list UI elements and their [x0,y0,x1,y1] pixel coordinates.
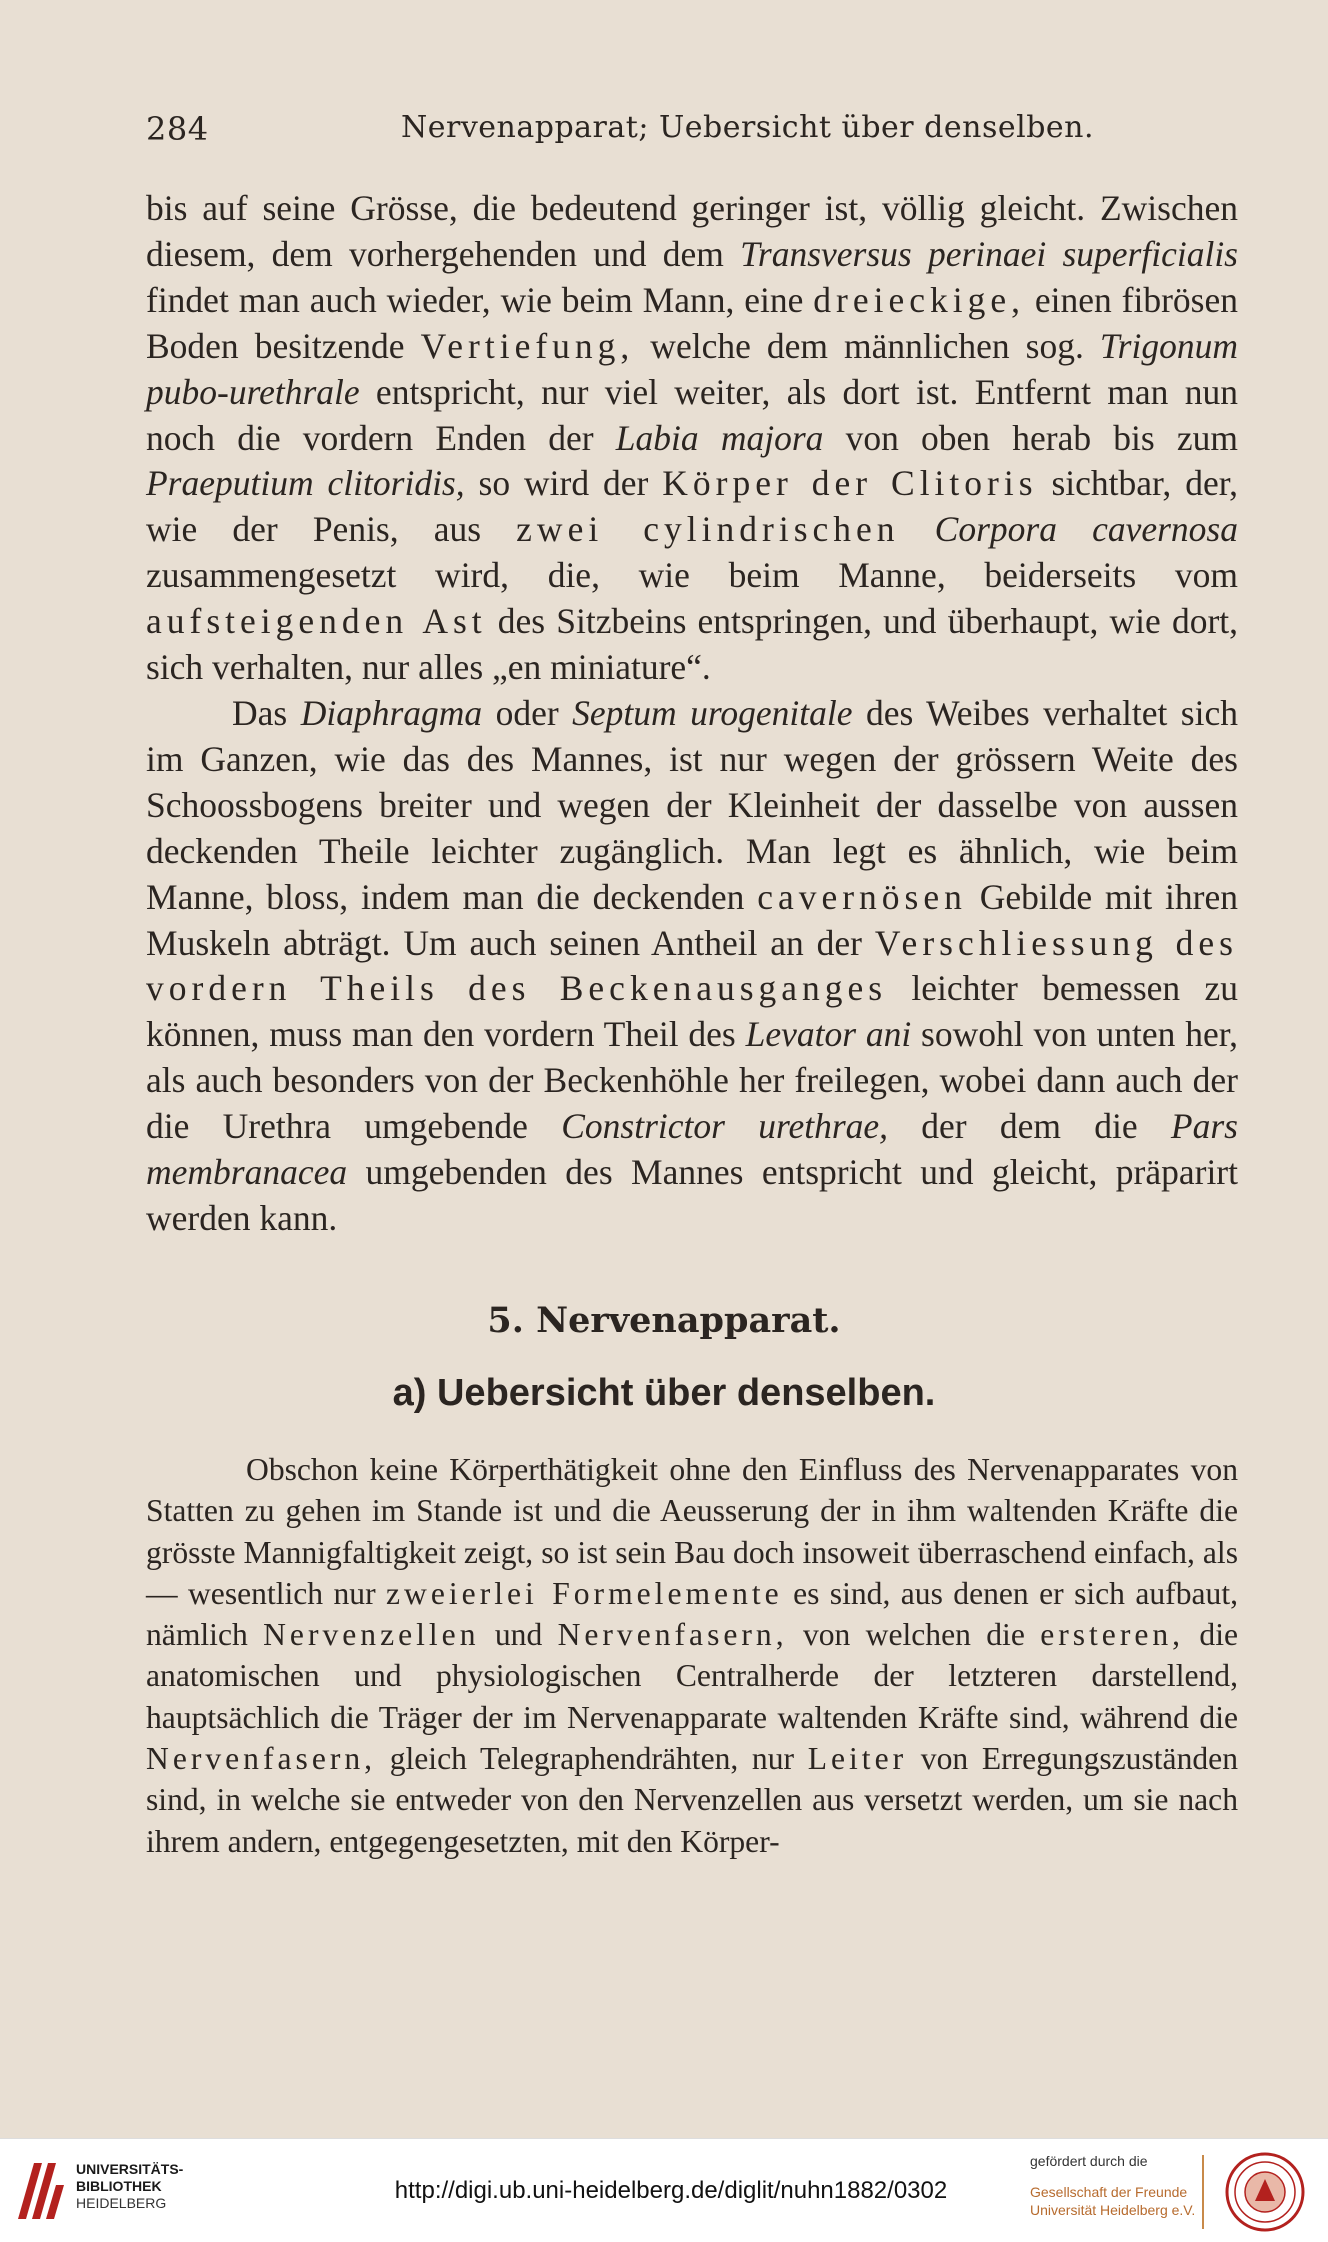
italic-term: Diaphragma [300,692,483,733]
sponsor-name-line: Gesellschaft der Freunde [1030,2184,1188,2200]
permalink-url[interactable]: http://digi.ub.uni-heidelberg.de/diglit/nuhn1882/0302 [394,2177,948,2204]
spaced-term: Verschliessung des vordern Theils des Beckenausganges [146,922,1239,1009]
text-run: zusammengesetzt wird, die, wie beim Manne, beiderseits vom [146,555,1238,596]
spaced-term: Vertiefung, [420,325,635,366]
text-run: Obschon keine Körperthätigkeit ohne den Einfluss des Nervenapparates von Statten zu gehen im Stande ist und die Aeusserung der in ihm waltenden Kräfte die grösste Mannigfaltigkeit zeigt, so ist sein Bau doch insoweit überraschend einfach, als — wesentlich nur [146,1452,1238,1611]
text-run: Das [232,692,301,733]
text-run: leichter bemessen zu können, muss man den vordern Theil des [146,968,1238,1055]
italic-term: Constrictor urethrae, [561,1106,889,1147]
text-run: einen fibrösen Boden besitzende [146,279,1238,366]
paragraph [146,1449,1238,1862]
text-run: von oben herab bis zum [823,417,1239,458]
body-text [146,186,1238,1242]
italic-term: Trigonum pubo-urethrale [146,325,1238,412]
text-run: sowohl von unten her, als auch besonders von der Beckenhöhle her freilegen, wobei dann auch der die Urethra umgebende [146,1014,1239,1147]
text-run [900,509,935,549]
text-run: umgebenden des Mannes entspricht und gleicht, präparirt werden kann. [146,1152,1238,1238]
sponsor-label: gefördert durch die [1030,2153,1148,2169]
text-run: von welchen die [787,1617,1041,1653]
text-run: entspricht, nur viel weiter, als dort ist. Entfernt man nun noch die vordern Enden der [146,371,1238,458]
text-run: welche dem männlichen sog. [634,325,1100,366]
spaced-term: Nervenzellen [263,1617,480,1653]
university-seal-icon [1220,2151,1310,2233]
text-run: und [479,1617,558,1653]
text-run: es sind, aus denen er sich aufbaut, nämlich [146,1575,1238,1653]
section-heading: 5. Nervenapparat. [487,1300,841,1341]
library-name-line: UNIVERSITÄTS- [76,2161,184,2177]
text-run: des Weibes verhaltet sich im Ganzen, wie das des Mannes, ist nur wegen der grössern Weite des Schoossbogens breiter und wegen der Kleinheit der dasselbe von aussen deckenden Theile leichter zugänglich. Man legt es ähnlich, wie beim Manne, bloss, indem man die deckenden [146,692,1238,917]
text-run: gleich Telegraphendrähten, nur [376,1741,808,1777]
divider [1202,2155,1204,2229]
italic-term: Labia majora [615,417,824,458]
italic-term: Levator ani [745,1014,912,1055]
sponsor-name [1030,2183,1195,2219]
italic-term: Praeputium clitoridis, [146,463,465,504]
spaced-term: ersteren, [1040,1617,1185,1653]
text-run: findet man auch wieder, wie beim Mann, eine [146,279,814,320]
paragraph [146,691,1238,1242]
subsection-heading: a) Uebersicht über denselben. [392,1372,936,1414]
spaced-term: Nervenfasern, [146,1741,377,1777]
text-run: so wird der [464,463,663,504]
small-print-text [146,1449,1238,1862]
text-run: oder [482,692,573,733]
italic-term: Transversus perinaei superficialis [740,233,1239,274]
spaced-term: dreieckige, [813,279,1025,320]
spaced-term: Leiter [807,1741,908,1777]
text-run: bis auf seine Grösse, die bedeutend geringer ist, völlig gleicht. Zwischen diesem, dem vorhergehenden und dem [146,188,1238,274]
spaced-term: aufsteigenden Ast [146,601,487,642]
text-run: die anatomischen und physiologischen Centralherde der letzteren darstellend, hauptsächlich die Träger der im Nervenapparate waltenden Kräfte sind, während die [146,1617,1239,1735]
text-run: sichtbar, der, wie der Penis, aus [146,463,1238,550]
spaced-term: cavernösen [757,876,967,917]
text-run: Gebilde mit ihren Muskeln abträgt. Um auch seinen Antheil an der [146,876,1238,963]
italic-term: Pars membranacea [146,1106,1238,1193]
spaced-term: Körper der Clitoris [662,463,1038,504]
page-number: 284 [146,110,209,148]
text-run: der dem die [888,1106,1171,1147]
spaced-term: zweierlei Formelemente [386,1575,783,1611]
italic-term: Corpora cavernosa [934,509,1238,550]
text-run: von Erregungszuständen sind, in welche sie entweder von den Nervenzellen aus versetzt werden, um sie nach ihrem andern, entgegengesetzten, mit den Körper- [146,1741,1238,1859]
text-run: des Sitzbeins entspringen, und überhaupt, wie dort, sich verhalten, nur alles „en miniature“. [146,601,1238,688]
library-name-line: HEIDELBERG [76,2195,167,2211]
italic-term: Septum urogenitale [572,692,853,733]
running-title: Nervenapparat; Uebersicht über denselben. [401,110,1095,145]
spaced-term: zwei cylindrischen [516,509,900,550]
sponsor-name-line: Universität Heidelberg e.V. [1030,2202,1196,2218]
library-name-line: BIBLIOTHEK [76,2178,162,2194]
spaced-term: Nervenfasern, [557,1617,788,1653]
paragraph [146,186,1238,691]
digitization-footer [0,2138,1328,2242]
